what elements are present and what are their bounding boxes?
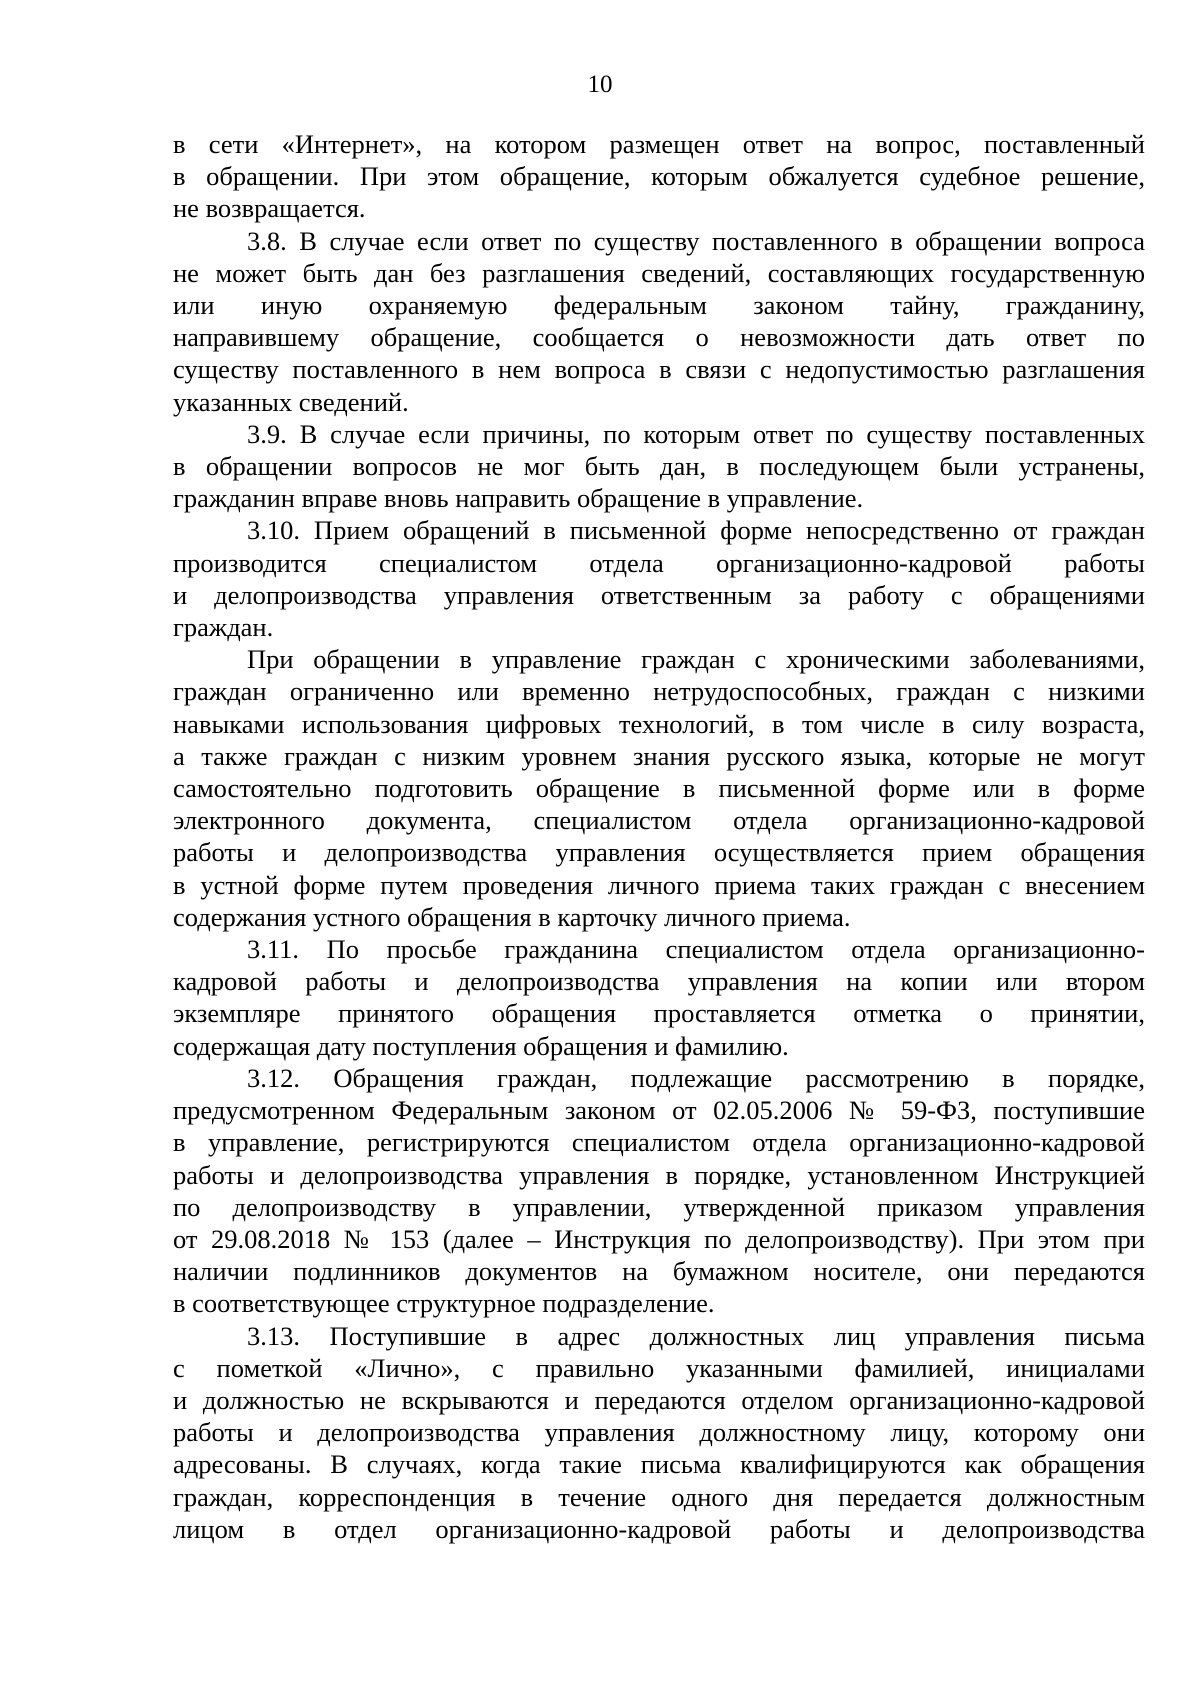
text-line: экземпляре принятого обращения проставляется отметка о принятии, [173, 998, 1145, 1029]
text-line: 3.9. В случае если причины, по которым ответ по существу поставленных [247, 418, 1145, 449]
text-line: от 29.08.2018 № 153 (далее – Инструкция по делопроизводству). При этом при [173, 1223, 1145, 1254]
text-line: 3.10. Прием обращений в письменной форме непосредственно от граждан [247, 515, 1145, 546]
text-line: а также граждан с низким уровнем знания русского языка, которые не могут [173, 740, 1145, 771]
page-number: 10 [587, 71, 613, 98]
text-line: в сети «Интернет», на котором размещен ответ на вопрос, поставленный [173, 129, 1145, 159]
paragraph-p-cont [173, 128, 1145, 225]
text-line: граждан. [173, 612, 274, 643]
text-line: не возвращается. [173, 193, 366, 224]
text-line: 3.13. Поступившие в адрес должностных лиц управления письма [247, 1320, 1145, 1351]
text-line: в управление, регистрируются специалистом отдела организационно-кадровой [173, 1127, 1145, 1158]
text-line: работы и делопроизводства управления в порядке, установленном Инструкцией [173, 1159, 1145, 1190]
text-line: направившему обращение, сообщается о невозможности дать ответ по [173, 322, 1145, 353]
text-line: адресованы. В случаях, когда такие письма квалифицируются как обращения [173, 1449, 1145, 1480]
text-line: в соответствующее структурное подразделение. [173, 1288, 715, 1319]
text-line: 3.11. По просьбе гражданина специалистом отдела организационно- [247, 934, 1145, 965]
text-line: работы и делопроизводства управления должностному лицу, которому они [173, 1417, 1145, 1448]
paragraph-p-3-8 [173, 225, 1145, 418]
text-line: электронного документа, специалистом отдела организационно-кадровой [173, 805, 1145, 836]
text-line: и делопроизводства управления ответственным за работу с обращениями [173, 579, 1145, 610]
paragraph-p-3-12 [173, 1062, 1145, 1320]
paragraph-p-3-11 [173, 933, 1145, 1062]
paragraph-p-3-9 [173, 418, 1145, 515]
text-line: содержащая дату поступления обращения и фамилию. [173, 1030, 789, 1061]
text-line: производится специалистом отдела организационно-кадровой работы [173, 547, 1145, 578]
document-body [173, 128, 1145, 1545]
text-line: гражданин вправе вновь направить обращение в управление. [173, 483, 864, 514]
text-line: указанных сведений. [173, 386, 409, 417]
paragraph-p-3-13 [173, 1320, 1145, 1545]
text-line: в обращении. При этом обращение, которым обжалуется судебное решение, [173, 161, 1145, 192]
paragraph-p-3-10 [173, 514, 1145, 643]
text-line: содержания устного обращения в карточку личного приема. [173, 901, 851, 932]
text-line: лицом в отдел организационно-кадровой работы и делопроизводства [173, 1513, 1145, 1544]
text-line: граждан, корреспонденция в течение одного дня передается должностным [173, 1481, 1145, 1512]
text-line: граждан ограниченно или временно нетрудоспособных, граждан с низкими [173, 676, 1145, 707]
text-line: кадровой работы и делопроизводства управления на копии или втором [173, 966, 1145, 997]
text-line: работы и делопроизводства управления осуществляется прием обращения [173, 837, 1145, 868]
text-line: 3.8. В случае если ответ по существу поставленного в обращении вопроса [247, 225, 1145, 256]
text-line: по делопроизводству в управлении, утвержденной приказом управления [173, 1191, 1145, 1222]
text-line: или иную охраняемую федеральным законом тайну, гражданину, [173, 290, 1145, 321]
text-line: наличии подлинников документов на бумажном носителе, они передаются [173, 1256, 1145, 1287]
text-line: в обращении вопросов не мог быть дан, в последующем были устранены, [173, 451, 1145, 482]
text-line: При обращении в управление граждан с хроническими заболеваниями, [247, 644, 1145, 675]
text-line: и должностью не вскрываются и передаются отделом организационно-кадровой [173, 1384, 1145, 1415]
text-line: самостоятельно подготовить обращение в письменной форме или в форме [173, 773, 1145, 804]
text-line: в устной форме путем проведения личного приема таких граждан с внесением [173, 869, 1145, 900]
text-line: существу поставленного в нем вопроса в связи с недопустимостью разглашения [173, 354, 1145, 385]
text-line: 3.12. Обращения граждан, подлежащие рассмотрению в порядке, [247, 1062, 1145, 1093]
text-line: предусмотренном Федеральным законом от 02.05.2006 № 59-ФЗ, поступившие [173, 1095, 1145, 1126]
text-line: не может быть дан без разглашения сведений, составляющих государственную [173, 257, 1145, 288]
paragraph-p-3-10-b [173, 643, 1145, 933]
text-line: с пометкой «Лично», с правильно указанными фамилией, инициалами [173, 1352, 1145, 1383]
text-line: навыками использования цифровых технологий, в том числе в силу возраста, [173, 708, 1145, 739]
